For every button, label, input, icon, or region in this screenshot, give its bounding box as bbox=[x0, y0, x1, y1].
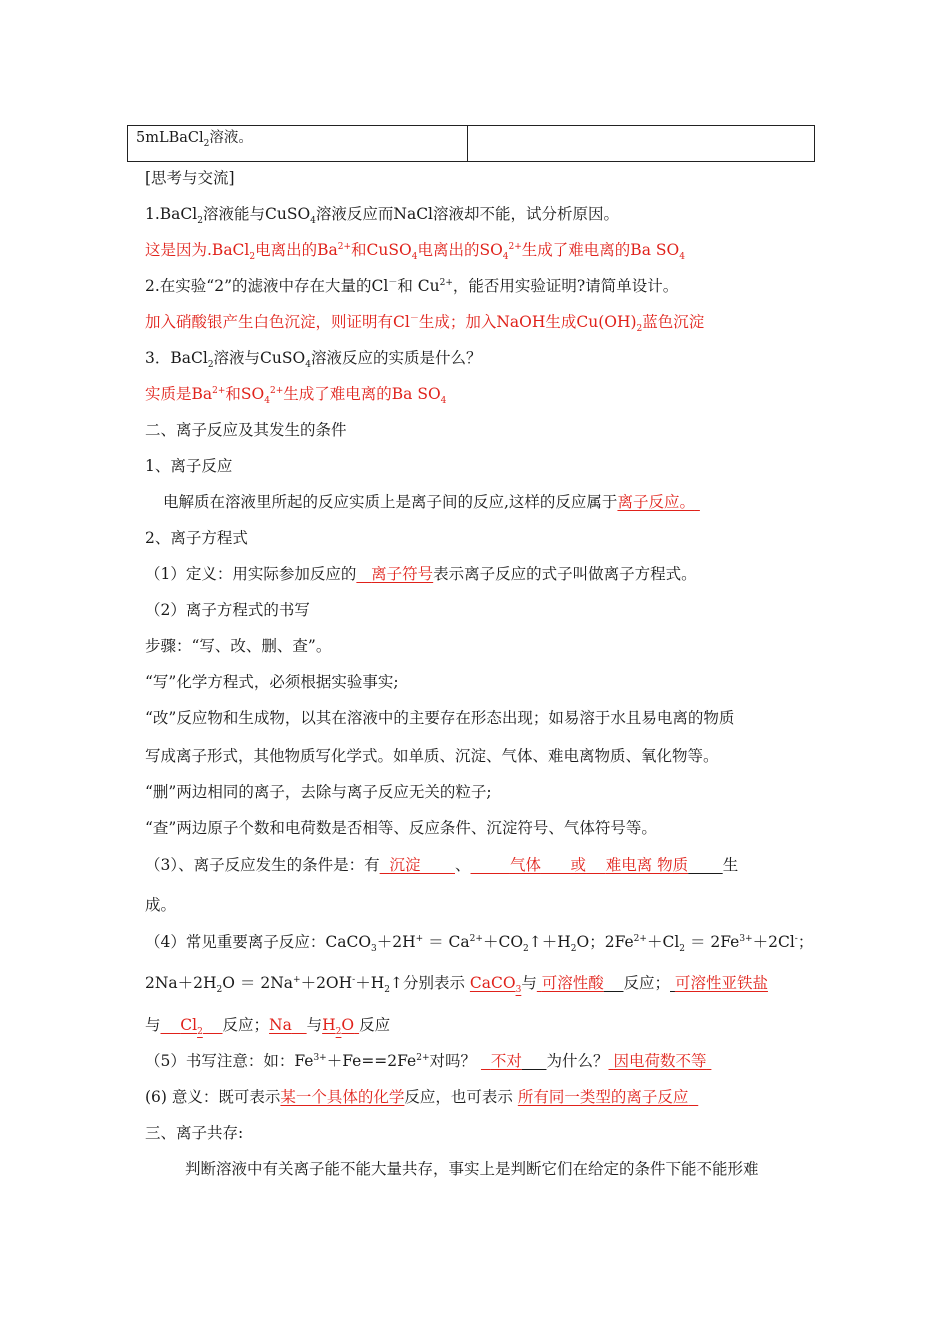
question-1: 1.BaCl$_2$溶液能与CuSO$_4$溶液反应而NaCl溶液却不能，试分析原因。 bbox=[145, 205, 620, 227]
question-2: 2.在实验“2”的滤液中存在大量的Cl－和 $Cu^{2+}$，能否用实验证明?请简单设计。 bbox=[145, 277, 679, 295]
section-heading-3: 三、离子共存: bbox=[145, 1124, 244, 1142]
step-delete: “删”两边相同的离子，去除与离子反应无关的粒子; bbox=[145, 783, 492, 801]
writing-heading: （2）离子方程式的书写 bbox=[145, 601, 310, 619]
definition-line: （1）定义：用实际参加反应的 离子符号表示离子反应的式子叫做离子方程式。 bbox=[145, 565, 697, 583]
subheading-ionic-equation: 2、离子方程式 bbox=[145, 529, 248, 547]
answer-2: 加入硝酸银产生白色沉淀，则证明有Cl－生成；加入NaOH生成$Cu(OH)_2$蓝色沉淀 bbox=[145, 313, 705, 335]
step-change-2: 写成离子形式，其他物质写化学式。如单质、沉淀、气体、难电离物质、氧化物等。 bbox=[145, 747, 719, 765]
reaction-line-3: 与 $Cl_2$ 反应；Na 与$H_2O$ 反应 bbox=[145, 1016, 391, 1038]
answer-3: 实质是$Ba^{2+}$和$SO_4^{2+}$生成了难电离的Ba $SO_4$ bbox=[145, 385, 447, 407]
step-check: “查”两边原子个数和电荷数是否相等、反应条件、沉淀符号、气体符号等。 bbox=[145, 819, 657, 837]
answer-1: 这是因为.BaCl$_2$电离出的$Ba^{2+}$和CuSO$_4$电离出的$SO_4^{2+}$生成了难电离的Ba $SO_4$ bbox=[145, 241, 685, 263]
condition-line: （3）、离子反应发生的条件是：有 沉淀 、 气体 或 难电离 物质 生 bbox=[145, 856, 739, 874]
think-heading: [思考与交流] bbox=[145, 169, 235, 187]
coexist-paragraph: 判断溶液中有关离子能不能大量共存，事实上是判断它们在给定的条件下能不能形难 bbox=[185, 1160, 759, 1178]
note-line: （5）书写注意：如：$Fe^{3+}+Fe==2Fe^{2+}$对吗？ 不对 为什么？ 因电荷数不等 bbox=[145, 1052, 707, 1070]
condition-line-end: 成。 bbox=[145, 896, 177, 914]
question-3: 3．BaCl$_2$溶液与CuSO$_4$溶液反应的实质是什么？ bbox=[145, 349, 482, 371]
paragraph-ionic-reaction: 电解质在溶液里所起的反应实质上是离子间的反应,这样的反应属于离子反应。 bbox=[163, 493, 695, 511]
reaction-line-2: $2Na+2H_2O$ ＝ $2Na^++2OH^-+H_2↑$分别表示 CaCO$_3$与 可溶性酸 反应； 可溶性亚铁盐 bbox=[145, 974, 768, 996]
step-write: “写”化学方程式，必须根据实验事实; bbox=[145, 673, 399, 691]
meaning-line: (6) 意义：既可表示某一个具体的化学反应，也可表示 所有同一类型的离子反应 bbox=[145, 1088, 689, 1106]
step-change-1: “改”反应物和生成物，以其在溶液中的主要存在形态出现；如易溶于水且易电离的物质 bbox=[145, 709, 735, 727]
steps-line: 步骤：“写、改、删、查”。 bbox=[145, 637, 332, 655]
section-heading-2: 二、离子反应及其发生的条件 bbox=[145, 421, 347, 439]
table-cell-empty bbox=[468, 126, 815, 162]
reaction-line-1: （4）常见重要离子反应：CaCO$_3$＋2H+ ＝ $Ca^{2+}+CO_2↑+H_2O$；$2Fe^{2+}+Cl_2 = 2Fe^{3+}+2Cl^-$； bbox=[145, 933, 814, 955]
experiment-table bbox=[127, 125, 815, 162]
subheading-ionic-reaction: 1、离子反应 bbox=[145, 457, 233, 475]
table-cell-reagent: 5mLBaCl$_2$溶液。 bbox=[128, 126, 468, 162]
